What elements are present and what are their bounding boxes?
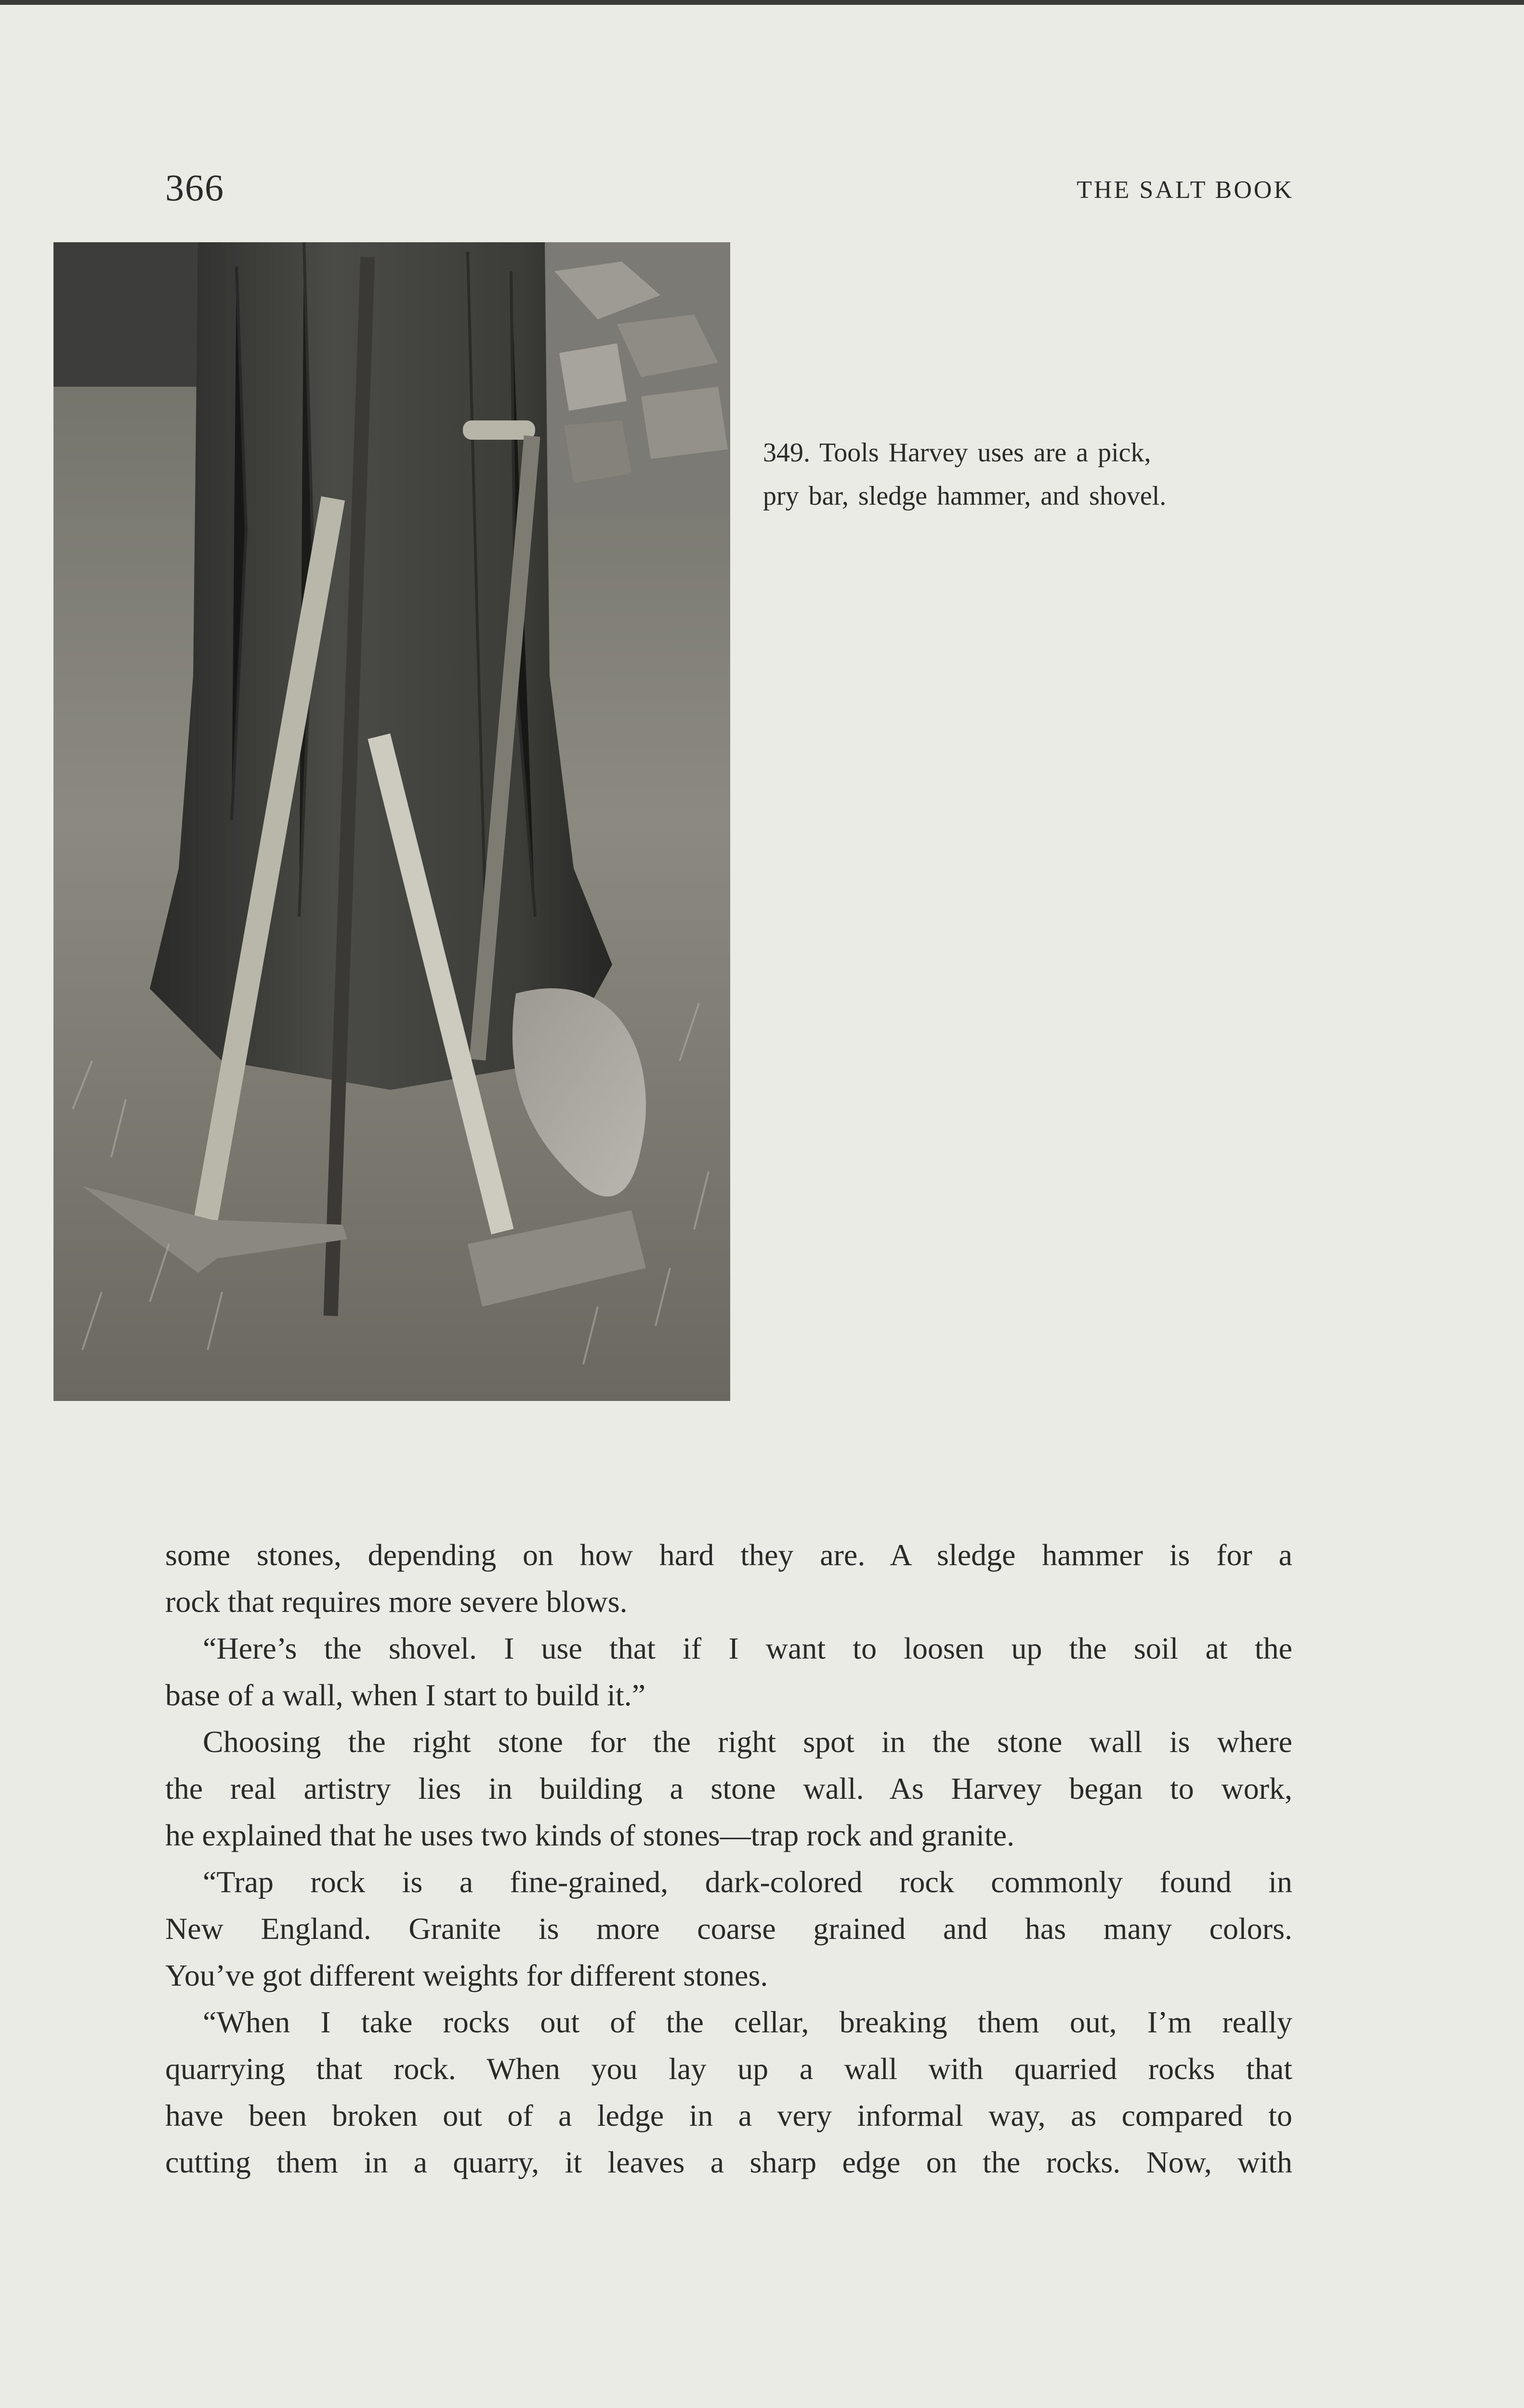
shed	[53, 242, 198, 387]
caption-line: pry bar, sledge hammer, and shovel.	[763, 481, 1167, 511]
body-line: he explained that he uses two kinds of stones—trap rock and granite.	[165, 1818, 1015, 1852]
tree-trunk	[150, 242, 612, 1090]
body-line: rock that requires more severe blows.	[165, 1584, 628, 1619]
body-line: cutting them in a quarry, it leaves a sharp edge on the rocks. Now, with	[165, 2145, 1292, 2179]
stone-wall	[535, 242, 730, 512]
running-head: THE SALT BOOK	[1077, 176, 1294, 204]
photo-tools-against-tree	[53, 242, 730, 1401]
caption-line: 349. Tools Harvey uses are a pick,	[763, 438, 1151, 468]
body-text	[165, 1531, 1292, 2186]
body-line: New England. Granite is more coarse grained and has many colors.	[165, 1911, 1292, 1946]
page-number: 366	[165, 167, 224, 209]
body-line: some stones, depending on how hard they are. A sledge hammer is for a	[165, 1538, 1292, 1572]
body-line: the real artistry lies in building a stone wall. As Harvey began to work,	[165, 1771, 1292, 1806]
body-line: have been broken out of a ledge in a very informal way, as compared to	[165, 2098, 1292, 2133]
page-top-edge	[0, 0, 1524, 5]
figure-caption	[763, 431, 1302, 518]
body-line: “Here’s the shovel. I use that if I want to loosen up the soil at the	[203, 1631, 1292, 1665]
body-line: quarrying that rock. When you lay up a wall with quarried rocks that	[165, 2052, 1292, 2086]
body-line: Choosing the right stone for the right spot in the stone wall is where	[203, 1725, 1292, 1759]
body-line: base of a wall, when I start to build it.”	[165, 1678, 646, 1712]
body-line: “When I take rocks out of the cellar, breaking them out, I’m really	[203, 2005, 1292, 2039]
body-line: “Trap rock is a fine-grained, dark-colored rock commonly found in	[203, 1865, 1292, 1899]
body-line: You’ve got different weights for different stones.	[165, 1958, 768, 1992]
photo-illustration	[53, 242, 730, 1401]
